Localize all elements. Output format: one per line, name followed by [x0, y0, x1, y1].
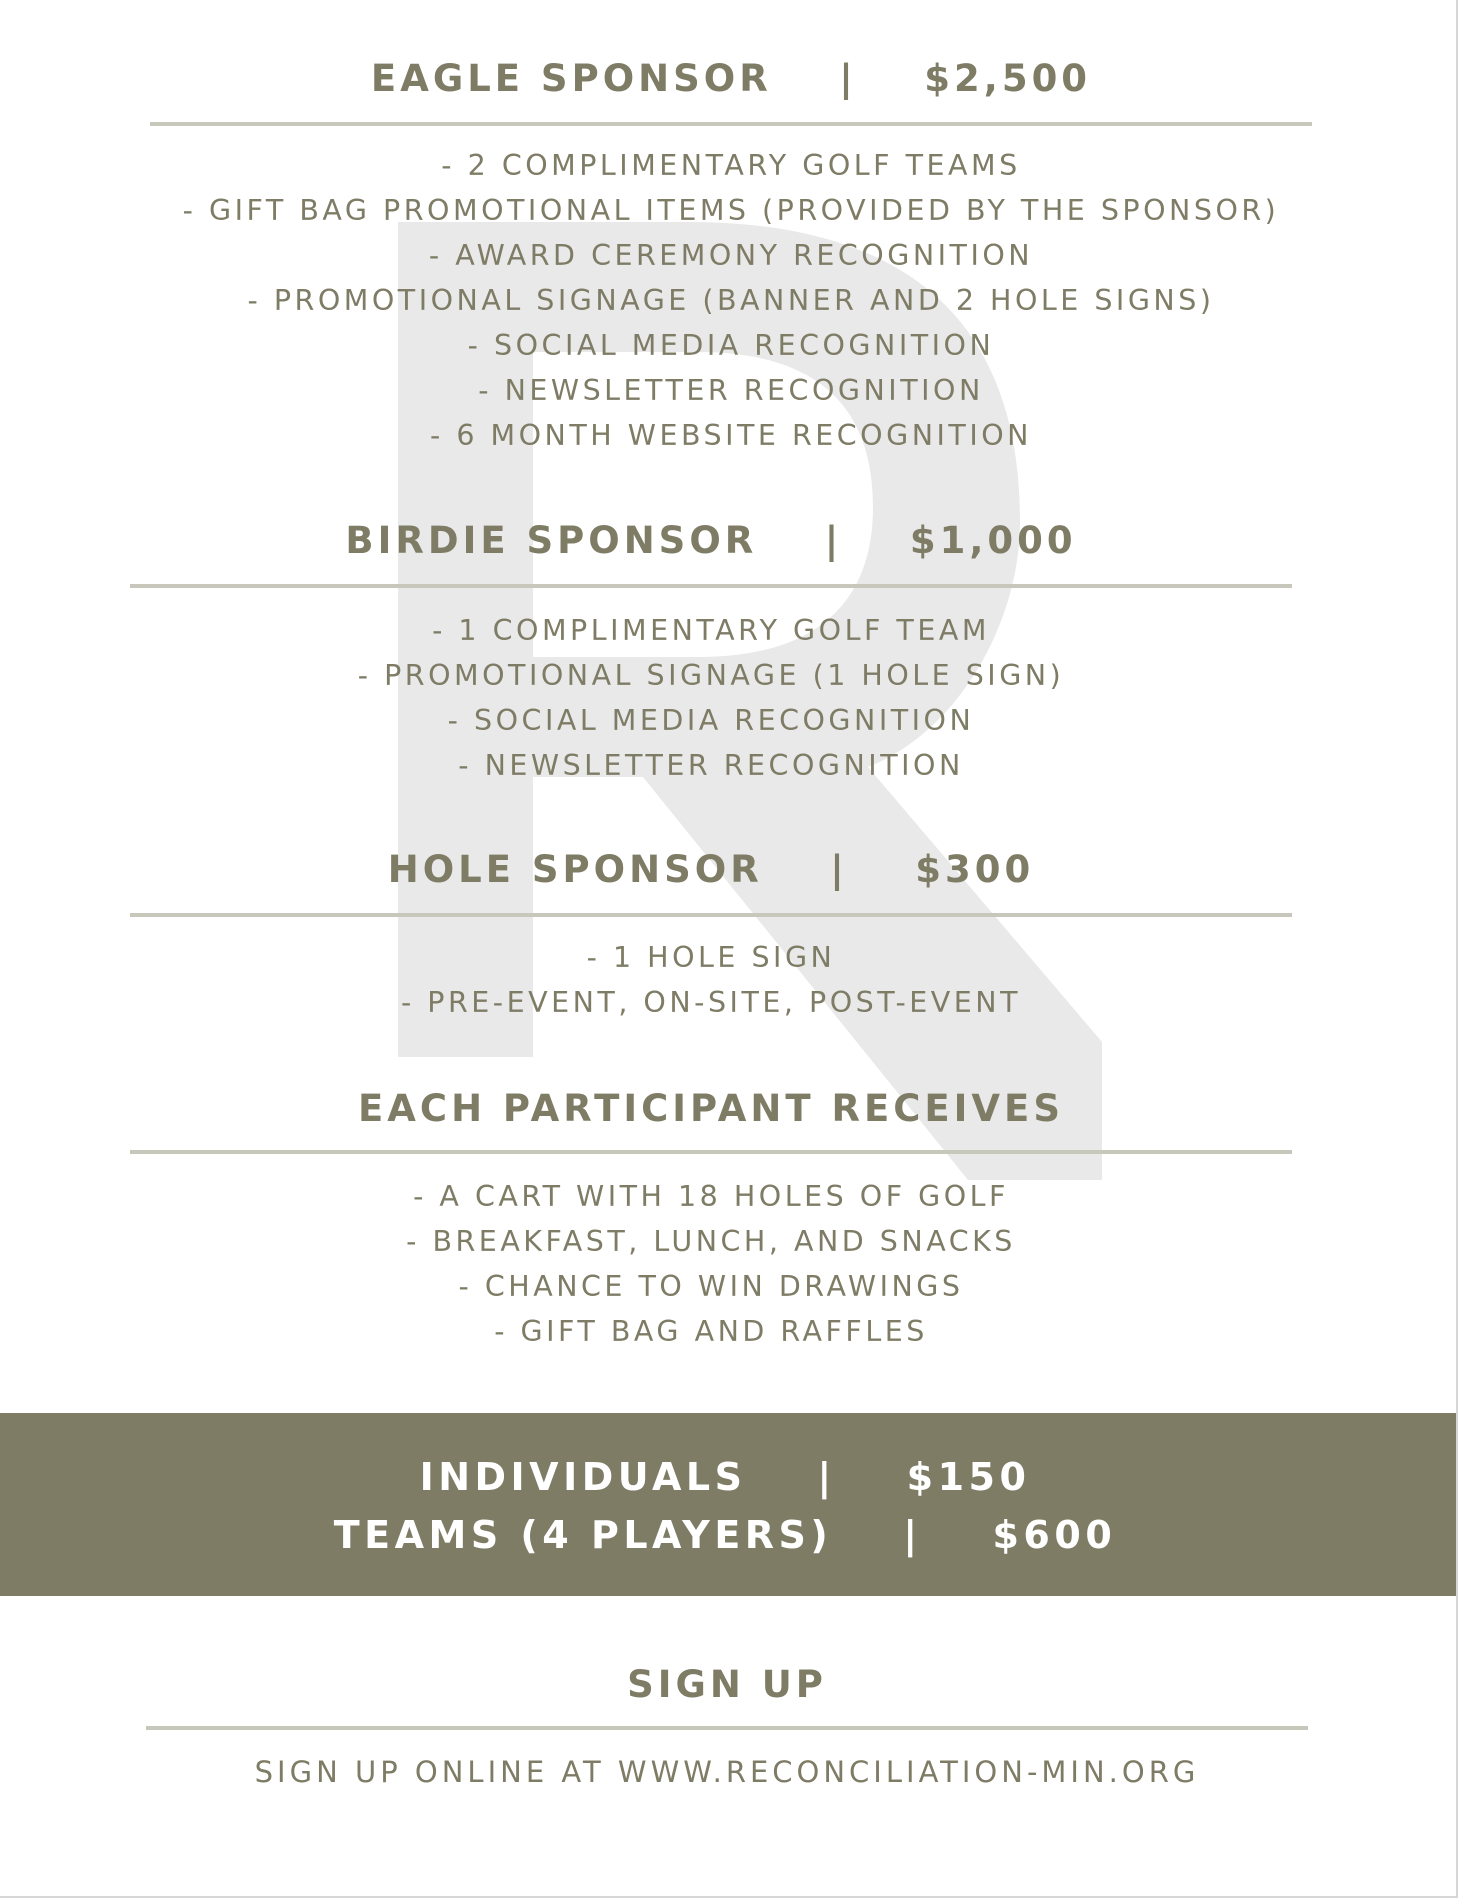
signup-divider — [146, 1726, 1308, 1730]
list-item: - NEWSLETTER RECOGNITION — [458, 749, 964, 782]
eagle-sponsor-section — [150, 58, 1312, 458]
list-item: - 2 COMPLIMENTARY GOLF TEAMS — [441, 149, 1021, 182]
hole-sponsor-title: HOLE SPONSOR | $300 — [387, 848, 1035, 891]
list-item: - GIFT BAG AND RAFFLES — [494, 1315, 928, 1348]
birdie-sponsor-title: BIRDIE SPONSOR | $1,000 — [345, 519, 1077, 562]
participant-divider — [130, 1150, 1292, 1154]
list-item: - CHANCE TO WIN DRAWINGS — [458, 1270, 964, 1303]
eagle-divider — [150, 122, 1312, 126]
birdie-divider — [130, 584, 1292, 588]
list-item: - GIFT BAG PROMOTIONAL ITEMS (PROVIDED BY THE SPONSOR) — [182, 194, 1280, 227]
pricing-band — [0, 1413, 1456, 1596]
signup-url-text: SIGN UP ONLINE AT WWW.RECONCILIATION-MIN.ORG — [254, 1755, 1200, 1789]
list-item: - 1 COMPLIMENTARY GOLF TEAM — [432, 614, 990, 647]
participant-section — [130, 1088, 1292, 1358]
hole-sponsor-section — [130, 849, 1292, 1029]
list-item: - BREAKFAST, LUNCH, AND SNACKS — [406, 1225, 1016, 1258]
participant-title: EACH PARTICIPANT RECEIVES — [358, 1087, 1064, 1130]
list-item: - PROMOTIONAL SIGNAGE (BANNER AND 2 HOLE SIGNS) — [247, 284, 1215, 317]
hole-benefit-list — [90, 935, 1332, 1025]
list-item: - SOCIAL MEDIA RECOGNITION — [447, 704, 975, 737]
list-item: - NEWSLETTER RECOGNITION — [478, 374, 984, 407]
team-price: TEAMS (4 PLAYERS) | $600 — [333, 1513, 1117, 1557]
list-item: - AWARD CEREMONY RECOGNITION — [428, 239, 1034, 272]
list-item: - A CART WITH 18 HOLES OF GOLF — [413, 1180, 1009, 1213]
signup-section — [146, 1663, 1308, 1806]
list-item: - 6 MONTH WEBSITE RECOGNITION — [429, 419, 1032, 452]
eagle-sponsor-title: EAGLE SPONSOR | $2,500 — [370, 57, 1092, 100]
list-item: - PRE-EVENT, ON-SITE, POST-EVENT — [400, 986, 1022, 1019]
individual-price: INDIVIDUALS | $150 — [419, 1455, 1031, 1499]
birdie-benefit-list — [90, 608, 1332, 788]
eagle-benefit-list — [110, 143, 1352, 458]
list-item: - PROMOTIONAL SIGNAGE (1 HOLE SIGN) — [357, 659, 1065, 692]
birdie-sponsor-section — [130, 520, 1292, 780]
participant-benefit-list — [90, 1174, 1332, 1354]
list-item: - SOCIAL MEDIA RECOGNITION — [467, 329, 995, 362]
hole-divider — [130, 913, 1292, 917]
list-item: - 1 HOLE SIGN — [586, 941, 836, 974]
signup-title: SIGN UP — [627, 1663, 827, 1706]
